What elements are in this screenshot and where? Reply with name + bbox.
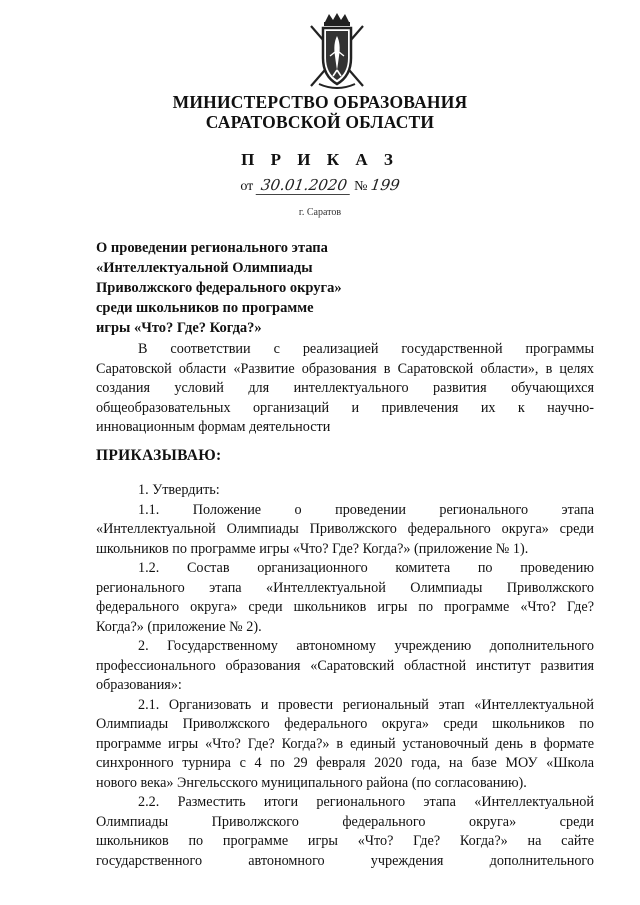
ministry-name-line2: САРАТОВСКОЙ ОБЛАСТИ (205, 112, 435, 132)
date-prefix: от (240, 179, 254, 194)
body-line: государственного автономного учреждения дополнительного (96, 852, 594, 869)
city-label: г. Саратов (298, 207, 342, 218)
body-line: 1.2. Состав организационного комитета по проведению (138, 560, 594, 576)
preamble-line: общеобразовательных организаций и привлечения их к научно- (96, 399, 594, 416)
body-line: 1.1. Положение о проведении регионального этапа (138, 501, 594, 518)
body-line: нового века» Энгельсского муниципального района (по согласованию). (96, 774, 527, 791)
body-line: школьников по программе игры «Что? Где? Когда?» на сайте (96, 833, 594, 849)
preamble-paragraph (96, 340, 594, 438)
subject-line: среди школьников по программе (96, 300, 314, 316)
body-line: 2.2. Разместить итоги регионального этапа «Интеллектуальной (138, 794, 594, 810)
order-title: П Р И К А З (241, 150, 399, 169)
body-line: федерального округа» среди школьников игры по программе «Что? Где? (96, 599, 594, 615)
order-date-number (0, 176, 640, 195)
subject-line: Приволжского федерального округа» (96, 280, 342, 296)
preamble-line: создания условий для интеллектуального развития обучающихся (96, 380, 594, 396)
preamble-line: В соответствии с реализацией государственной программы (138, 341, 594, 357)
body-line: Олимпиады Приволжского федерального округа» среди (96, 813, 594, 830)
subject-line: игры «Что? Где? Когда?» (96, 320, 262, 336)
coat-of-arms-emblem (299, 12, 375, 94)
body-line: Когда?» (приложение № 2). (96, 618, 262, 635)
body-line: 1. Утвердить: (138, 482, 220, 498)
body-line: программе игры «Что? Где? Когда?» в единый установочный день в формате (96, 735, 594, 752)
ministry-header (0, 92, 640, 132)
subject-line: О проведении регионального этапа (96, 240, 328, 256)
number-prefix: № (354, 179, 368, 194)
ministry-name-line1: МИНИСТЕРСТВО ОБРАЗОВАНИЯ (172, 92, 468, 112)
body-line: профессионального образования «Саратовский областной институт развития (96, 657, 594, 674)
order-body (96, 481, 594, 871)
subject-line: «Интеллектуальной Олимпиады (96, 260, 313, 276)
body-line: школьников по программе игры «Что? Где? Когда?» (приложение № 1). (96, 540, 529, 557)
body-line: 2.1. Организовать и провести региональный этап «Интеллектуальной (138, 696, 594, 713)
body-line: регионального этапа «Интеллектуальной Олимпиады Приволжского (96, 579, 594, 596)
body-line: образования»: (96, 677, 182, 693)
preamble-line: инновационным формам деятельности (96, 419, 331, 435)
body-line: синхронного турнира с 4 по 29 февраля 2020 года, на базе МОУ «Школа (96, 755, 594, 771)
preamble-line: Саратовской области «Развитие образования в Саратовской области», в целях (96, 360, 594, 377)
handwritten-number: 199 (369, 176, 401, 194)
body-line: «Интеллектуальной Олимпиады Приволжского федерального округа» среди (96, 521, 594, 537)
handwritten-date: 30.01.2020 (255, 176, 352, 195)
order-subject (96, 238, 396, 338)
decree-heading: ПРИКАЗЫВАЮ: (96, 447, 222, 464)
body-line: Олимпиады Приволжского федерального округа» среди школьников по (96, 716, 594, 732)
body-line: 2. Государственному автономному учреждению дополнительного (138, 638, 594, 654)
